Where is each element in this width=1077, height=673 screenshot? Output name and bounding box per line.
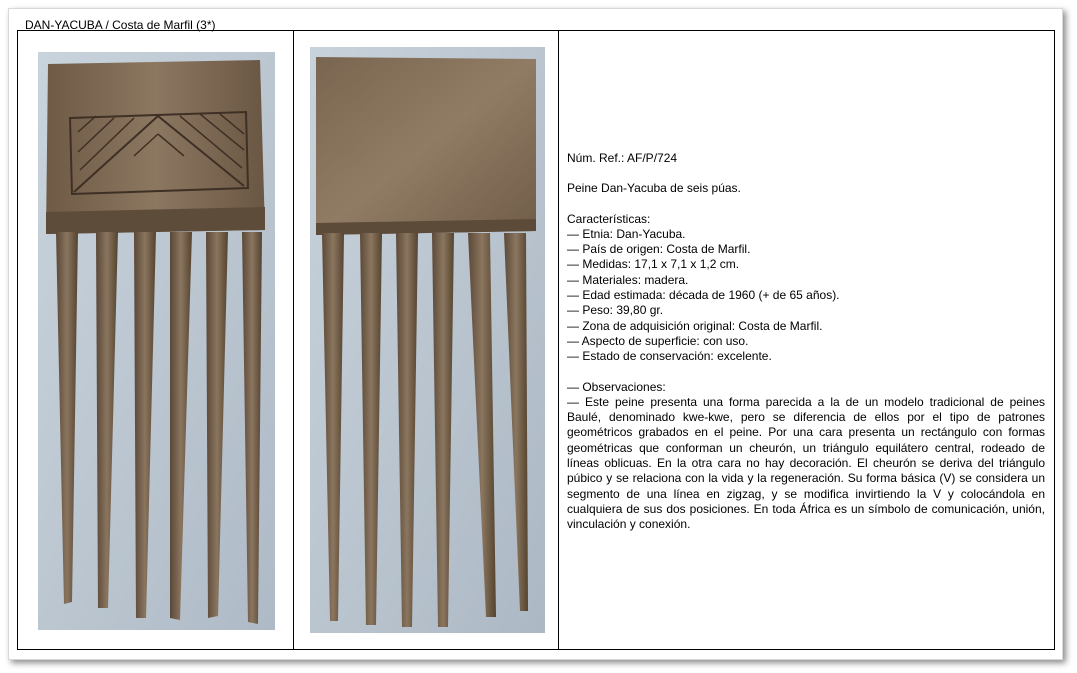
photo-cell-back — [294, 31, 559, 649]
observations-text: — Este peine presenta una forma parecida a la de un modelo tradicional de peines Baulé, denominado kwe-kwe, pero se diferencia de ellos por el tipo de patrones geométricos grabados en el peine. Por una cara presenta un rectángulo con formas geométricas que conforman un cheurón, un triángulo equilátero central, rodeado de líneas oblicuas. En la otra cara no hay decoración. El cheurón se deriva del triángulo púbico y se relaciona con la vida y la regeneración. Su forma básica (V) se considera un segmento de una línea en zigzag, y se modifica invirtiendo la V y colocándola en cualquiera de sus dos posiciones. En toda África es un símbolo de comunicación, unión, vinculación y conexión. — [567, 394, 1045, 532]
feature-item: — País de origen: Costa de Marfil. — [567, 242, 751, 257]
observations-heading: — Observaciones: — [567, 379, 666, 394]
feature-item: — Zona de adquisición original: Costa de Marfil. — [567, 318, 823, 333]
feature-item: — Estado de conservación: excelente. — [567, 349, 772, 364]
catalog-sheet — [8, 8, 1063, 660]
feature-item: — Materiales: madera. — [567, 272, 689, 287]
feature-item: — Aspecto de superficie: con uso. — [567, 333, 749, 348]
reference-number: Núm. Ref.: AF/P/724 — [567, 151, 678, 165]
photo-cell-front — [18, 31, 294, 649]
summary-text: Peine Dan-Yacuba de seis púas. — [567, 181, 741, 196]
features-list — [567, 227, 1045, 365]
carved-comb-front-photo — [38, 52, 275, 630]
catalog-table — [17, 30, 1055, 650]
feature-item: — Edad estimada: década de 1960 (+ de 65 años). — [567, 288, 840, 303]
feature-item: — Etnia: Dan-Yacuba. — [567, 226, 686, 241]
page-title: DAN-YACUBA / Costa de Marfil (3*) — [25, 18, 216, 32]
features-heading: Características: — [567, 211, 651, 226]
description-text — [567, 151, 1045, 533]
plain-comb-back-photo — [310, 47, 545, 633]
description-cell — [559, 31, 1054, 649]
feature-item: — Medidas: 17,1 x 7,1 x 1,2 cm. — [567, 257, 740, 272]
feature-item: — Peso: 39,80 gr. — [567, 303, 664, 318]
